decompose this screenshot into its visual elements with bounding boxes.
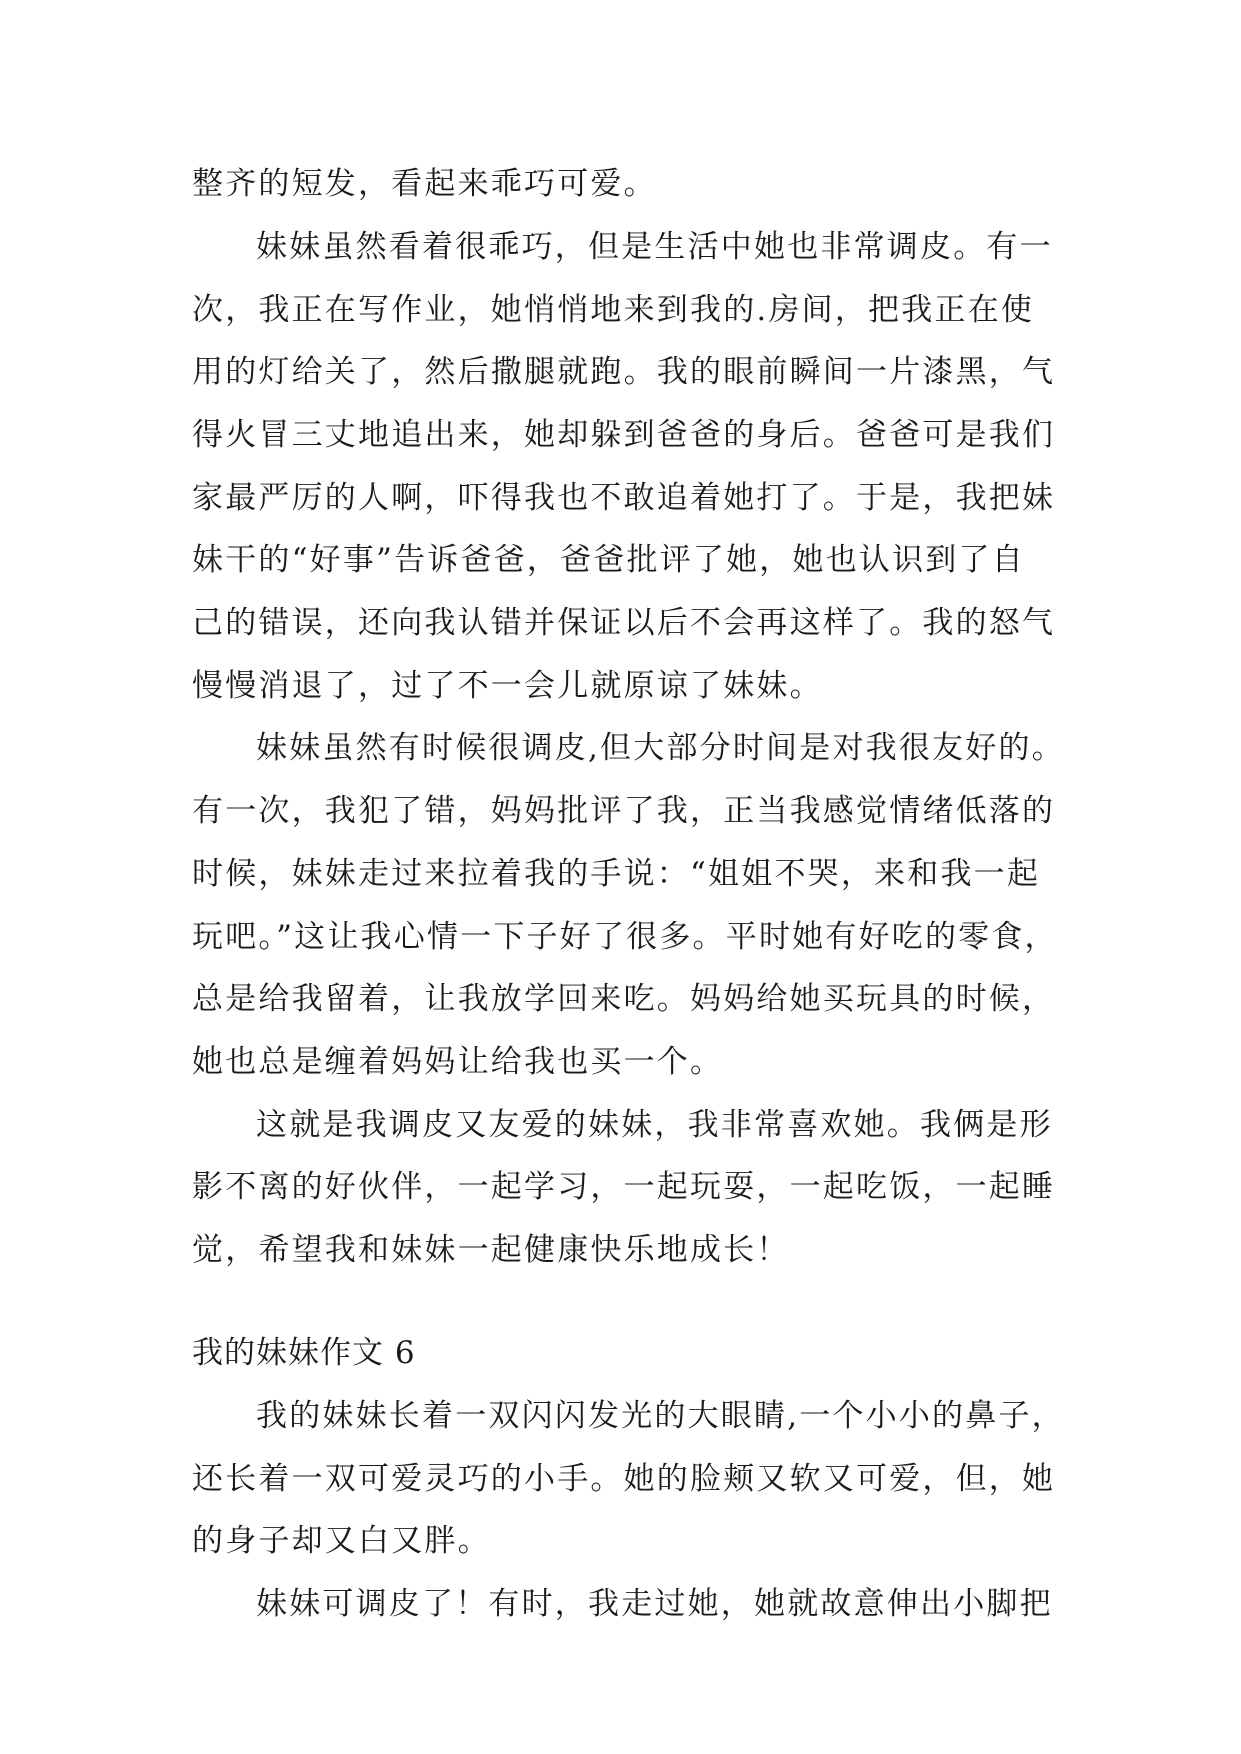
- text-line: 时候，妹妹走过来拉着我的手说：“姐姐不哭，来和我一起: [192, 856, 1041, 892]
- text-line: 有一次，我犯了错，妈妈批评了我，正当我感觉情绪低落的: [192, 793, 1056, 829]
- text-line: 己的错误，还向我认错并保证以后不会再这样了。我的怒气: [192, 605, 1056, 641]
- text-line: 总是给我留着，让我放学回来吃。妈妈给她买玩具的时候，: [192, 981, 1056, 1017]
- text-line: 影不离的好伙伴，一起学习，一起玩耍，一起吃饭，一起睡: [192, 1169, 1056, 1205]
- section-heading: 我的妹妹作文 6: [192, 1335, 416, 1371]
- paragraph-first-line: 妹妹虽然看着很乖巧，但是生活中她也非常调皮。有一: [256, 229, 1053, 265]
- text-line: 她也总是缠着妈妈让给我也买一个。: [192, 1044, 724, 1080]
- paragraph-first-line: 妹妹虽然有时候很调皮,但大部分时间是对我很友好的。: [256, 730, 1065, 766]
- paragraph-first-line: 这就是我调皮又友爱的妹妹，我非常喜欢她。我俩是形: [256, 1107, 1053, 1143]
- text-line: 妹干的“好事”告诉爸爸，爸爸批评了她，她也认识到了自: [192, 542, 1025, 578]
- text-line: 次，我正在写作业，她悄悄地来到我的.房间，把我正在使: [192, 292, 1035, 328]
- paragraph-first-line: 妹妹可调皮了！有时，我走过她，她就故意伸出小脚把: [256, 1586, 1053, 1622]
- text-line: 玩吧。”这让我心情一下子好了很多。平时她有好吃的零食，: [192, 919, 1058, 955]
- text-line: 用的灯给关了，然后撒腿就跑。我的眼前瞬间一片漆黑，气: [192, 354, 1056, 390]
- text-line: 得火冒三丈地追出来，她却躲到爸爸的身后。爸爸可是我们: [192, 417, 1056, 453]
- text-line: 觉，希望我和妹妹一起健康快乐地成长！: [192, 1232, 790, 1268]
- text-line: 还长着一双可爱灵巧的小手。她的脸颊又软又可爱，但，她: [192, 1461, 1056, 1497]
- text-line: 慢慢消退了，过了不一会儿就原谅了妹妹。: [192, 668, 823, 704]
- paragraph-first-line: 我的妹妹长着一双闪闪发光的大眼睛,一个小小的鼻子，: [256, 1398, 1065, 1434]
- text-line: 的身子却又白又胖。: [192, 1523, 491, 1559]
- text-line: 家最严厉的人啊，吓得我也不敢追着她打了。于是，我把妹: [192, 480, 1056, 516]
- text-line: 整齐的短发，看起来乖巧可爱。: [192, 166, 657, 202]
